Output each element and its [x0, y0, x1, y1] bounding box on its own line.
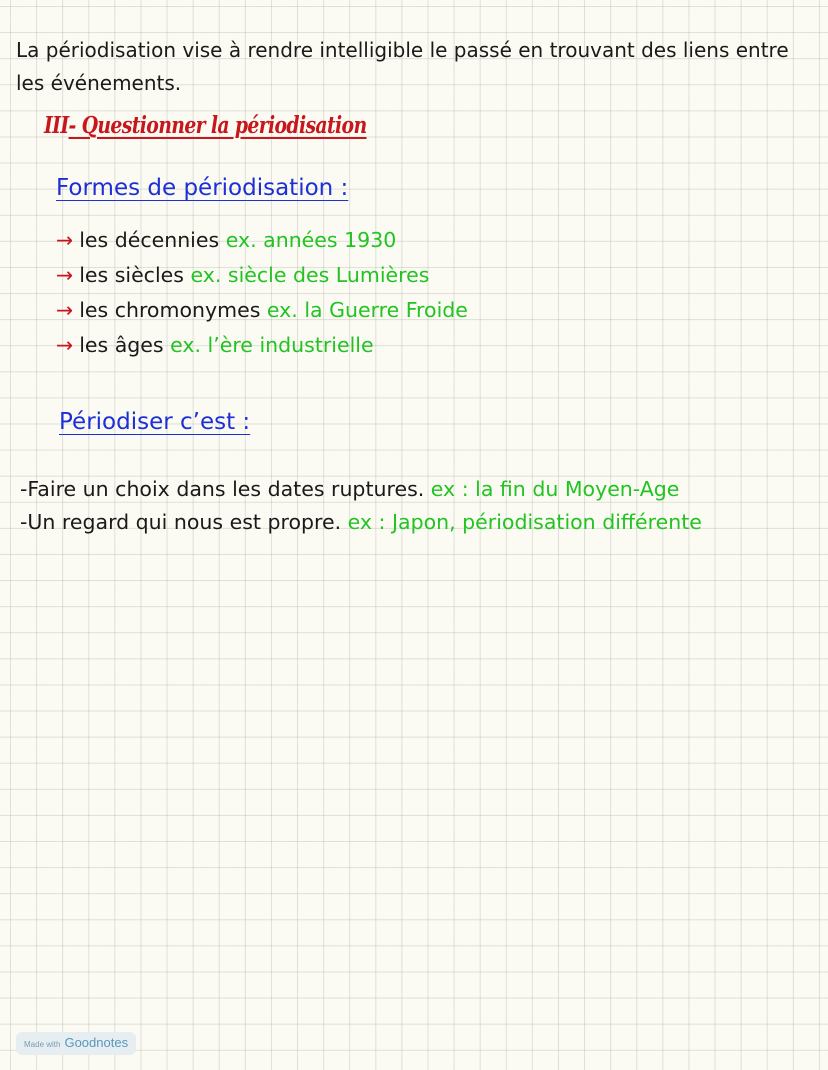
list-item [56, 225, 396, 255]
periodiser-point [20, 507, 702, 537]
watermark-prefix: Made with [24, 1040, 61, 1049]
watermark-brand: Goodnotes [64, 1035, 129, 1050]
periodiser-heading: Périodiser c’est : [59, 409, 251, 435]
goodnotes-watermark [16, 1032, 136, 1055]
point-example: ex : Japon, périodisation différente [347, 510, 702, 534]
point-text: -Un regard qui nous est propre. [20, 510, 342, 534]
list-item-text: les décennies [79, 228, 220, 252]
arrow-icon: → [56, 228, 74, 252]
arrow-icon: → [56, 333, 74, 357]
list-item-example: ex. années 1930 [225, 228, 397, 252]
point-text: -Faire un choix dans les dates ruptures. [20, 477, 425, 501]
list-item [56, 295, 468, 325]
list-item-example: ex. la Guerre Froide [266, 298, 468, 322]
list-item-text: les âges [79, 333, 164, 357]
list-item-text: les siècles [79, 263, 184, 287]
periodiser-point [20, 474, 679, 504]
arrow-icon: → [56, 263, 74, 287]
list-item [56, 260, 429, 290]
forms-heading: Formes de périodisation : [56, 175, 349, 201]
section-title-text: - Questionner la périodisation [68, 112, 367, 139]
point-example: ex : la fin du Moyen-Age [430, 477, 680, 501]
list-item [56, 330, 374, 360]
arrow-icon: → [56, 298, 74, 322]
section-title [44, 112, 367, 139]
list-item-text: les chromonymes [79, 298, 261, 322]
list-item-example: ex. siècle des Lumières [190, 263, 430, 287]
section-number: III [44, 112, 69, 139]
list-item-example: ex. l’ère industrielle [170, 333, 374, 357]
intro-paragraph: La périodisation vise à rendre intelligible le passé en trouvant des liens entre les événements. [16, 38, 789, 95]
